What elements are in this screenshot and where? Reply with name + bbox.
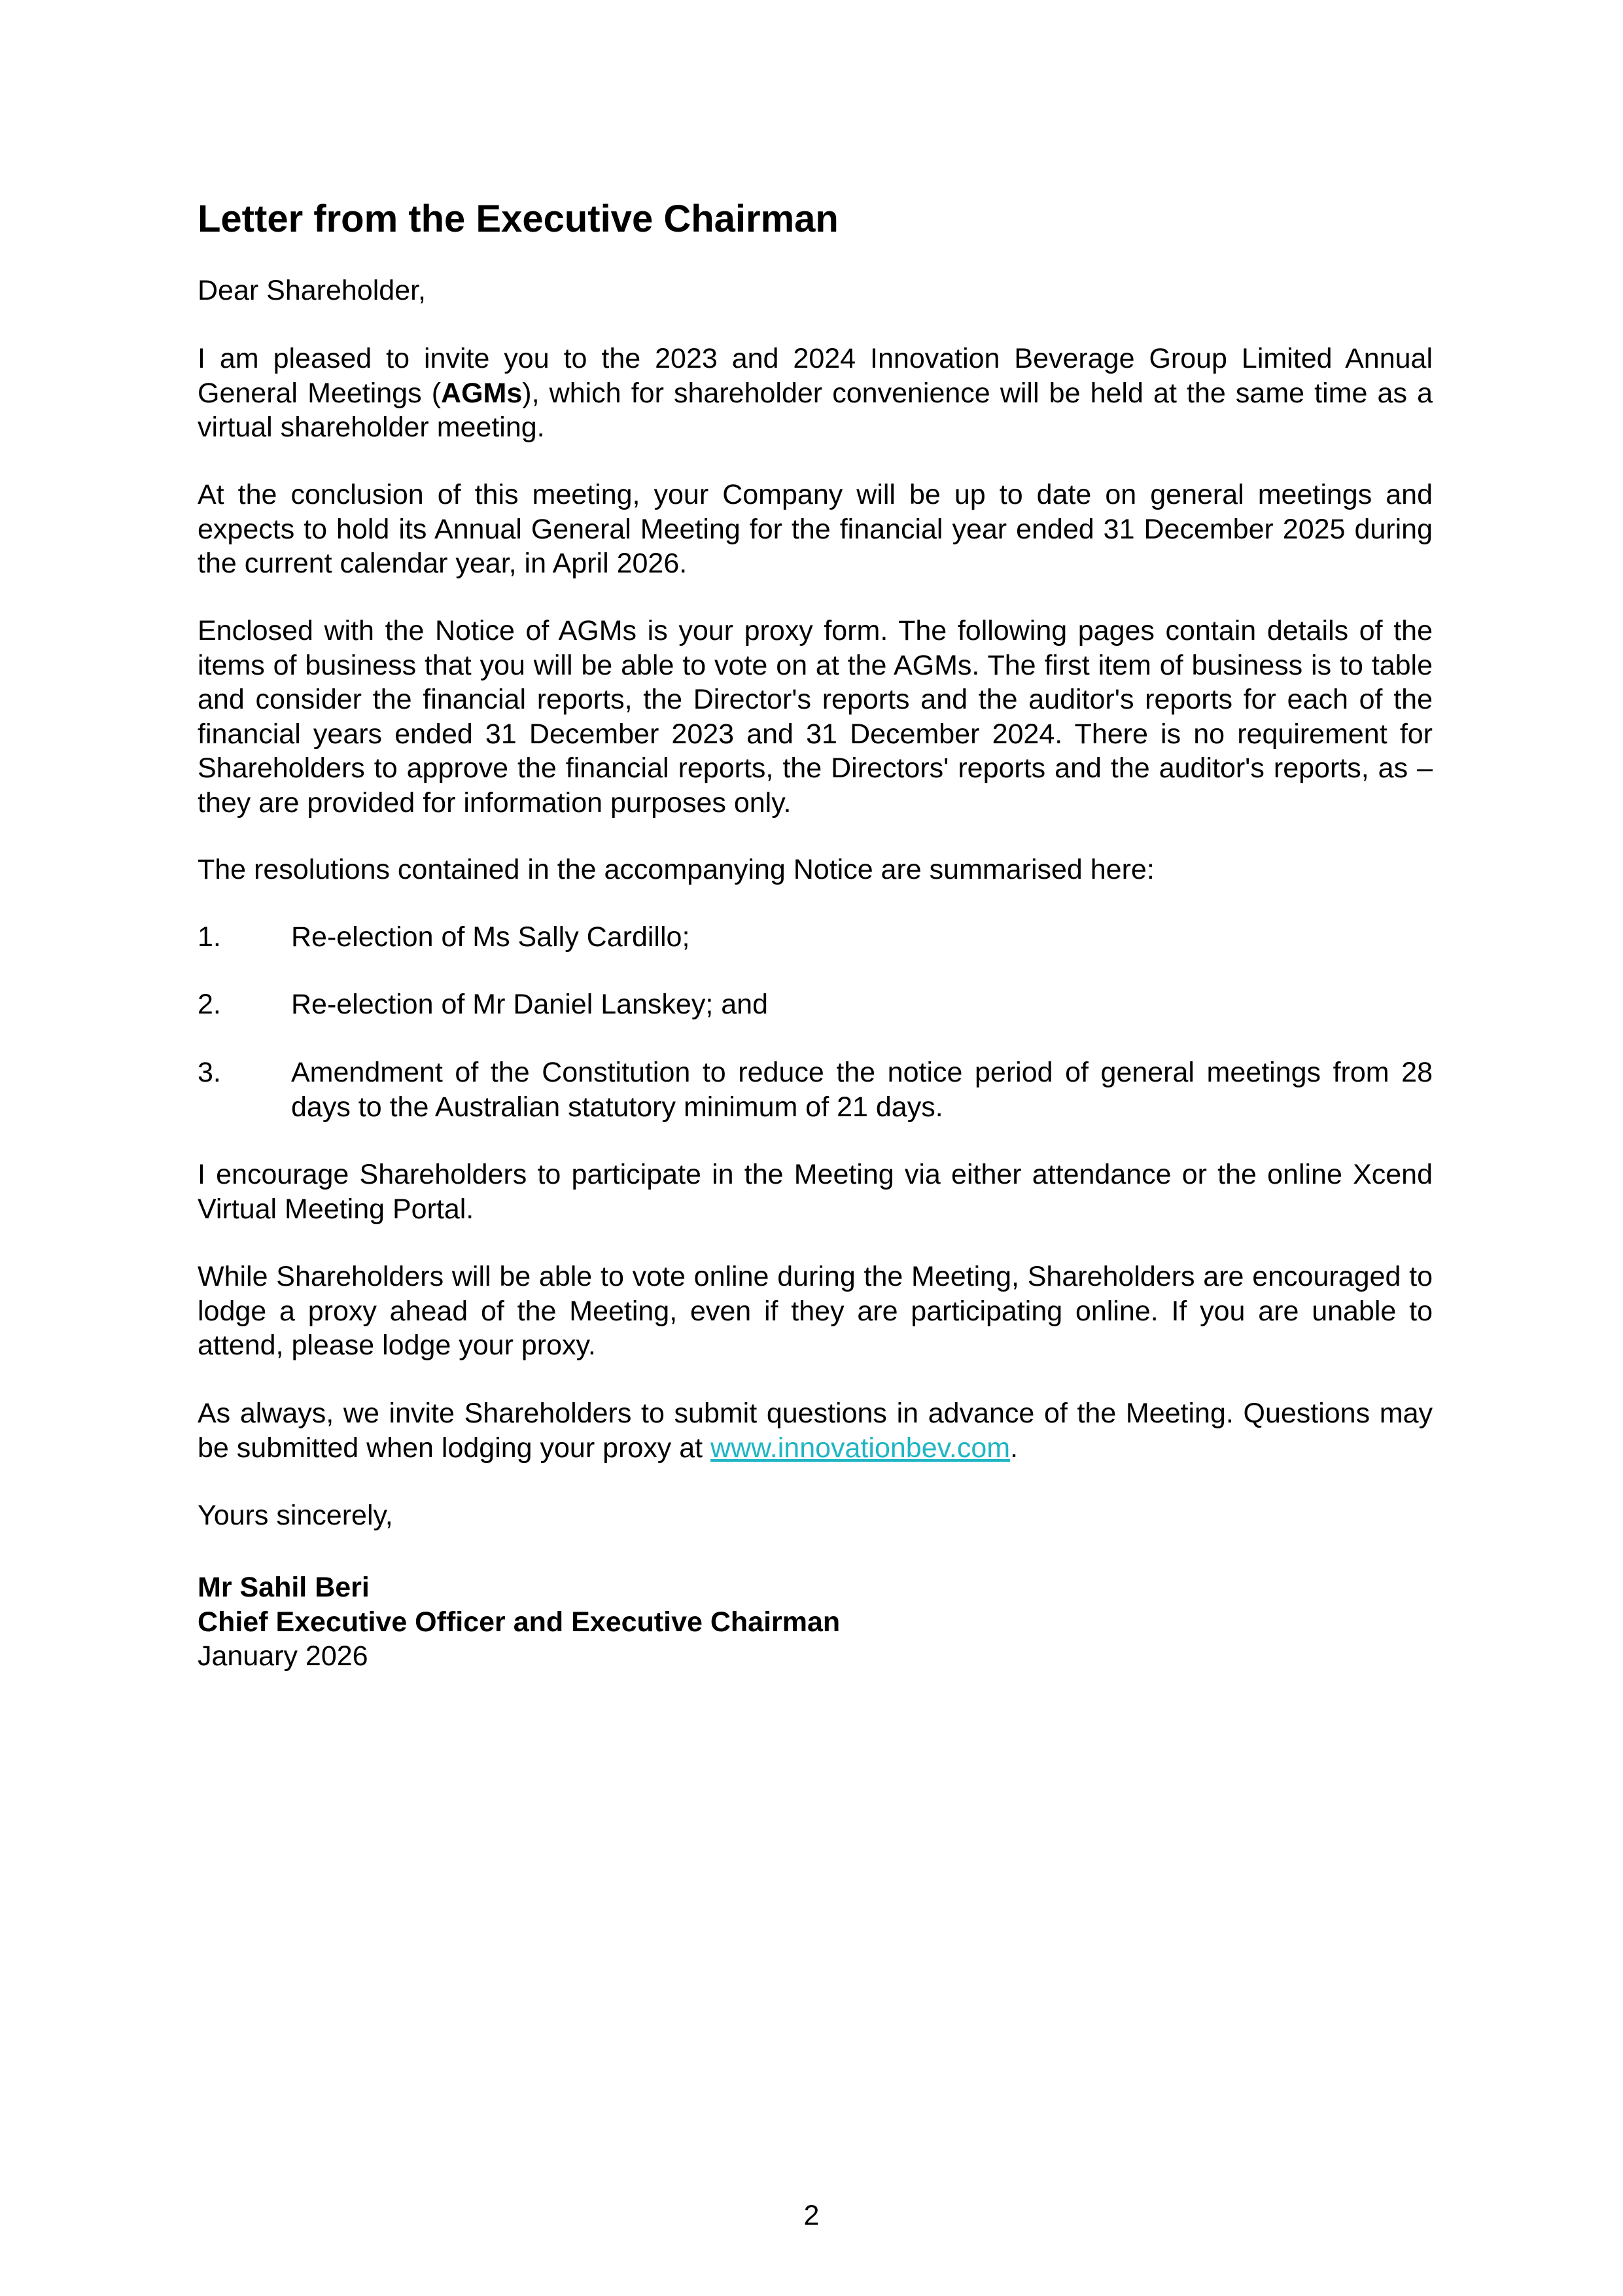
agms-term: AGMs — [441, 377, 523, 409]
resolution-text: Re-election of Ms Sally Cardillo; — [291, 921, 690, 953]
paragraph-invitation: I am pleased to invite you to the 2023 and 2024 Innovation Beverage Group Limited Annual General Meetings (AGMs), which for shareholder convenience will be held at the same time as a virtual shareholder meeting. — [198, 343, 1433, 443]
website-link[interactable]: www.innovationbev.com — [710, 1432, 1011, 1464]
letter-date: January 2026 — [198, 1640, 368, 1672]
letter-title: Letter from the Executive Chairman — [198, 198, 839, 240]
resolution-text: Re-election of Mr Daniel Lanskey; and — [291, 989, 768, 1020]
paragraph-online-voting: While Shareholders will be able to vote online during the Meeting, Shareholders are encouraged to lodge a proxy ahead of the Meeting, even if they are participating online. If you are unable to attend, please lodge your proxy. — [198, 1261, 1433, 1361]
closing: Yours sincerely, — [198, 1500, 393, 1531]
paragraph-participation: I encourage Shareholders to participate in the Meeting via either attendance or the online Xcend Virtual Meeting Portal. — [198, 1159, 1433, 1225]
salutation: Dear Shareholder, — [198, 275, 426, 306]
signature-block — [198, 1570, 840, 1674]
resolution-item — [198, 987, 1433, 1022]
page-number: 2 — [803, 2200, 820, 2231]
paragraph-up-to-date: At the conclusion of this meeting, your Company will be up to date on general meetings and expects to hold its Annual General Meeting for the financial year ended 31 December 2025 during the current calendar year, in April 2026. — [198, 479, 1433, 579]
resolution-item — [198, 1055, 1433, 1124]
signer-title: Chief Executive Officer and Executive Chairman — [198, 1606, 841, 1638]
resolution-number: 3. — [198, 1057, 221, 1088]
paragraph-questions: As always, we invite Shareholders to submit questions in advance of the Meeting. Questions may be submitted when lodging your proxy at www.innovationbev.com. — [198, 1398, 1433, 1464]
resolution-text: Amendment of the Constitution to reduce the notice period of general meetings from 28 days to the Australian statutory minimum of 21 days. — [291, 1057, 1433, 1123]
paragraph-proxy-form: Enclosed with the Notice of AGMs is your proxy form. The following pages contain details of the items of business that you will be able to vote on at the AGMs. The first item of business is to table and consider the financial reports, the Director's reports and the auditor's reports for each of the financial years ended 31 December 2023 and 31 December 2024. There is no requirement for Shareholders to approve the financial reports, the Directors' reports and the auditor's reports, as – they are provided for information purposes only. — [198, 615, 1433, 819]
resolution-item — [198, 920, 1433, 955]
resolution-number: 2. — [198, 989, 221, 1020]
signer-name: Mr Sahil Beri — [198, 1572, 370, 1603]
resolution-number: 1. — [198, 921, 221, 953]
paragraph-resolutions-intro: The resolutions contained in the accompanying Notice are summarised here: — [198, 854, 1155, 885]
